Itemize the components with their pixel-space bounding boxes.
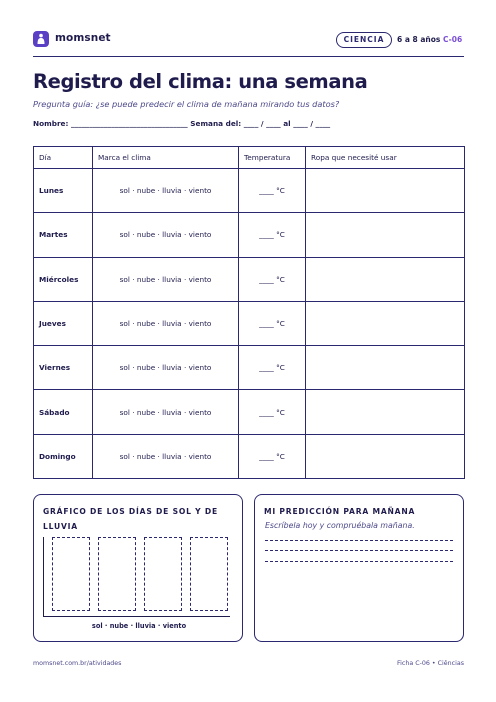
footer-sheet-id: Ficha C-06 • Ciências	[397, 660, 464, 667]
clothing-cell[interactable]	[306, 213, 465, 257]
day-cell: Martes	[34, 213, 93, 257]
day-cell: Lunes	[34, 169, 93, 213]
guiding-question: Pregunta guía: ¿se puede predecir el clima de mañana mirando tus datos?	[33, 99, 340, 109]
blank-bar-lluvia[interactable]	[144, 537, 182, 611]
table-row	[34, 390, 465, 434]
writing-line[interactable]	[265, 561, 453, 562]
table-header-row	[34, 147, 465, 169]
weather-mark-cell[interactable]: sol · nube · lluvia · viento	[93, 346, 239, 390]
clothing-cell[interactable]	[306, 169, 465, 213]
brand-name: momsnet	[55, 32, 111, 44]
weather-mark-cell[interactable]: sol · nube · lluvia · viento	[93, 257, 239, 301]
weather-mark-cell[interactable]: sol · nube · lluvia · viento	[93, 301, 239, 345]
weather-mark-cell[interactable]: sol · nube · lluvia · viento	[93, 169, 239, 213]
writing-line[interactable]	[265, 540, 453, 541]
table-row	[34, 434, 465, 478]
graph-x-label: sol · nube · lluvia · viento	[91, 622, 187, 630]
header-divider	[33, 56, 464, 57]
table-row	[34, 301, 465, 345]
clothing-cell[interactable]	[306, 257, 465, 301]
column-header-weather-mark: Marca el clima	[93, 147, 239, 169]
blank-bar-nube[interactable]	[98, 537, 136, 611]
writing-line[interactable]	[265, 550, 453, 551]
temperature-cell[interactable]: ____ °C	[239, 257, 306, 301]
temperature-cell[interactable]: ____ °C	[239, 213, 306, 257]
prediction-box-title: MI PREDICCIÓN PARA MAÑANA	[264, 507, 416, 516]
day-cell: Viernes	[34, 346, 93, 390]
table-row	[34, 346, 465, 390]
blank-bar-sol[interactable]	[52, 537, 90, 611]
temperature-cell[interactable]: ____ °C	[239, 301, 306, 345]
prediction-box	[254, 494, 464, 642]
age-range: 6 a 8 años	[397, 35, 441, 44]
worksheet-code: C-06	[443, 35, 463, 44]
table-row	[34, 257, 465, 301]
column-header-clothing: Ropa que necesité usar	[306, 147, 465, 169]
temperature-cell[interactable]: ____ °C	[239, 346, 306, 390]
prediction-box-subtitle: Escríbela hoy y compruébala mañana.	[265, 521, 415, 530]
weather-mark-cell[interactable]: sol · nube · lluvia · viento	[93, 434, 239, 478]
column-header-day: Día	[34, 147, 93, 169]
blank-bar-viento[interactable]	[190, 537, 228, 611]
temperature-cell[interactable]: ____ °C	[239, 434, 306, 478]
clothing-cell[interactable]	[306, 346, 465, 390]
clothing-cell[interactable]	[306, 390, 465, 434]
footer-url: momsnet.com.br/atividades	[33, 660, 122, 667]
table-row	[34, 169, 465, 213]
day-cell: Sábado	[34, 390, 93, 434]
weather-mark-cell[interactable]: sol · nube · lluvia · viento	[93, 390, 239, 434]
day-cell: Domingo	[34, 434, 93, 478]
clothing-cell[interactable]	[306, 301, 465, 345]
column-header-temperature: Temperatura	[239, 147, 306, 169]
name-week-row: Nombre: ________________________________ Semana del: ____ / ____ al ____ / ____	[33, 119, 331, 128]
subject-pill: CIENCIA	[336, 32, 392, 48]
header	[33, 31, 464, 53]
momsnet-logo-icon	[33, 31, 49, 47]
graph-y-axis	[43, 537, 44, 617]
day-cell: Miércoles	[34, 257, 93, 301]
table-row	[34, 213, 465, 257]
temperature-cell[interactable]: ____ °C	[239, 169, 306, 213]
graph-box-title: GRÁFICO DE LOS DÍAS DE SOL Y DE LLUVIA	[43, 507, 219, 531]
page-title: Registro del clima: una semana	[33, 70, 368, 93]
clothing-cell[interactable]	[306, 434, 465, 478]
temperature-cell[interactable]: ____ °C	[239, 390, 306, 434]
day-cell: Jueves	[34, 301, 93, 345]
graph-x-axis	[43, 616, 230, 617]
weather-mark-cell[interactable]: sol · nube · lluvia · viento	[93, 213, 239, 257]
graph-box	[33, 494, 243, 642]
weather-log-table	[33, 146, 465, 479]
